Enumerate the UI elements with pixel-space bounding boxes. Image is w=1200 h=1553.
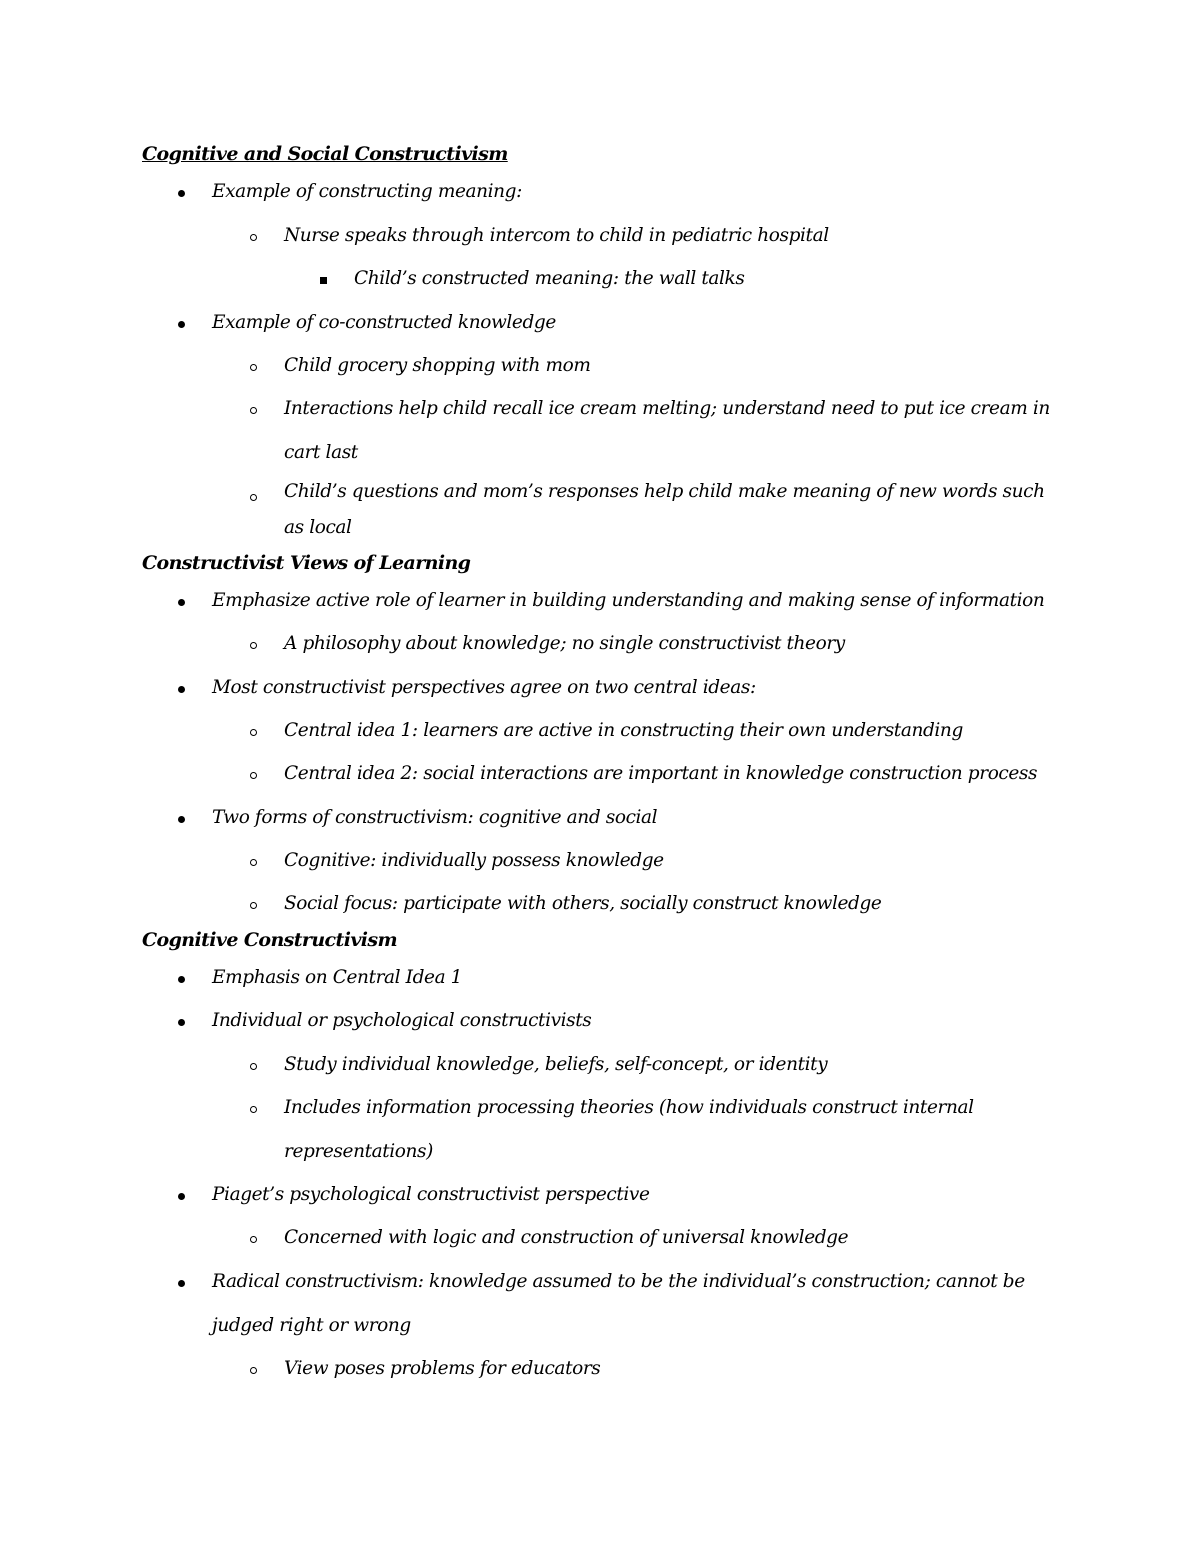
bullet-circle-icon — [250, 234, 257, 241]
list-item: Child’s questions and mom’s responses help child make meaning of new words such as local — [284, 481, 1045, 538]
bullet-circle-icon — [250, 364, 257, 371]
list-item: Two forms of constructivism: cognitive and social — [212, 807, 658, 828]
list-item: Includes information processing theories (how individuals construct internal representations) — [284, 1097, 974, 1162]
bullet-dot-icon — [178, 816, 185, 823]
bullet-dot-icon — [178, 1019, 185, 1026]
list-item: Example of constructing meaning: — [212, 181, 522, 202]
section-heading-constructivist-views: Constructivist Views of Learning — [142, 552, 471, 574]
list-item: Emphasize active role of learner in building understanding and making sense of information — [212, 590, 1045, 611]
list-item: Study individual knowledge, beliefs, self-concept, or identity — [284, 1054, 828, 1075]
list-item: Most constructivist perspectives agree on two central ideas: — [212, 677, 756, 698]
bullet-circle-icon — [250, 642, 257, 649]
section-heading-cognitive-constructivism: Cognitive Constructivism — [142, 929, 397, 951]
list-item: Child grocery shopping with mom — [284, 355, 591, 376]
section-heading-cognitive-social-constructivism: Cognitive and Social Constructivism — [142, 143, 508, 165]
list-item: Piaget’s psychological constructivist perspective — [212, 1184, 650, 1205]
bullet-dot-icon — [178, 686, 185, 693]
list-item: Central idea 2: social interactions are important in knowledge construction process — [284, 763, 1038, 784]
bullet-circle-icon — [250, 729, 257, 736]
list-item: Example of co-constructed knowledge — [212, 312, 556, 333]
bullet-dot-icon — [178, 190, 185, 197]
list-item: Interactions help child recall ice cream melting; understand need to put ice cream in cart last — [284, 398, 1050, 463]
bullet-circle-icon — [250, 407, 257, 414]
bullet-dot-icon — [178, 1193, 185, 1200]
bullet-circle-icon — [250, 1236, 257, 1243]
bullet-circle-icon — [250, 494, 257, 501]
list-item: Social focus: participate with others, socially construct knowledge — [284, 893, 882, 914]
list-item: Child’s constructed meaning: the wall talks — [354, 268, 745, 289]
list-item: Nurse speaks through intercom to child in pediatric hospital — [284, 225, 829, 246]
bullet-dot-icon — [178, 321, 185, 328]
list-item: Cognitive: individually possess knowledge — [284, 850, 664, 871]
bullet-circle-icon — [250, 1063, 257, 1070]
list-item: A philosophy about knowledge; no single constructivist theory — [284, 633, 845, 654]
list-item: Emphasis on Central Idea 1 — [212, 967, 463, 988]
list-item: Central idea 1: learners are active in constructing their own understanding — [284, 720, 963, 741]
list-item: Concerned with logic and construction of universal knowledge — [284, 1227, 849, 1248]
bullet-circle-icon — [250, 1367, 257, 1374]
bullet-dot-icon — [178, 599, 185, 606]
bullet-circle-icon — [250, 772, 257, 779]
list-item: Radical constructivism: knowledge assumed to be the individual’s construction; cannot be judged right or wrong — [212, 1271, 1025, 1336]
bullet-circle-icon — [250, 902, 257, 909]
bullet-circle-icon — [250, 859, 257, 866]
bullet-circle-icon — [250, 1106, 257, 1113]
bullet-dot-icon — [178, 1280, 185, 1287]
list-item: View poses problems for educators — [284, 1358, 601, 1379]
bullet-dot-icon — [178, 976, 185, 983]
bullet-square-icon — [320, 277, 327, 284]
list-item: Individual or psychological constructivists — [212, 1010, 592, 1031]
